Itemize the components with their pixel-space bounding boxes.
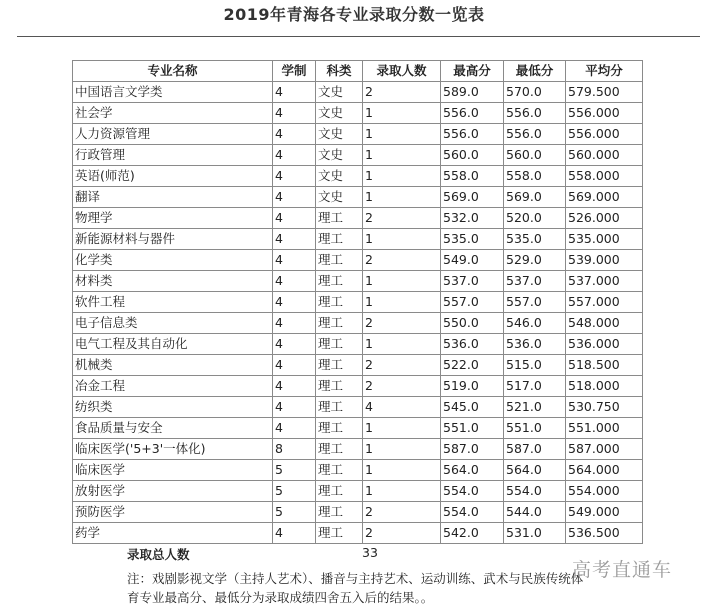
cell-category: 理工 [316,460,363,481]
table-row [73,187,643,208]
cell-duration: 4 [273,187,316,208]
cell-duration: 4 [273,523,316,544]
cell-highest-score: 587.0 [441,439,504,460]
cell-admitted-count: 1 [363,418,441,439]
cell-duration: 4 [273,376,316,397]
cell-category: 理工 [316,523,363,544]
table-row [73,502,643,523]
cell-category: 理工 [316,229,363,250]
watermark-text: 高考直通车 [572,559,673,581]
cell-admitted-count: 1 [363,229,441,250]
cell-highest-score: 519.0 [441,376,504,397]
cell-major: 英语(师范) [73,166,273,187]
cell-admitted-count: 1 [363,334,441,355]
cell-category: 文史 [316,82,363,103]
table-row [73,355,643,376]
cell-duration: 4 [273,208,316,229]
cell-duration: 4 [273,355,316,376]
cell-major: 放射医学 [73,481,273,502]
cell-duration: 4 [273,313,316,334]
header-major: 专业名称 [73,61,273,82]
cell-lowest-score: 536.0 [504,334,566,355]
table-row [73,439,643,460]
cell-average-score: 549.000 [566,502,643,523]
cell-highest-score: 564.0 [441,460,504,481]
cell-category: 理工 [316,439,363,460]
cell-highest-score: 556.0 [441,124,504,145]
cell-duration: 4 [273,166,316,187]
cell-duration: 4 [273,334,316,355]
cell-duration: 4 [273,82,316,103]
cell-highest-score: 532.0 [441,208,504,229]
table-row [73,460,643,481]
table-row [73,313,643,334]
table-header-row [73,61,643,82]
header-lowest-score: 最低分 [504,61,566,82]
cell-highest-score: 569.0 [441,187,504,208]
page-title: 2019年青海各专业录取分数一览表 [223,5,485,24]
cell-duration: 5 [273,502,316,523]
total-admitted-label: 录取总人数 [127,547,190,562]
cell-lowest-score: 564.0 [504,460,566,481]
cell-lowest-score: 515.0 [504,355,566,376]
cell-average-score: 530.750 [566,397,643,418]
cell-admitted-count: 2 [363,502,441,523]
cell-lowest-score: 587.0 [504,439,566,460]
cell-lowest-score: 558.0 [504,166,566,187]
cell-admitted-count: 1 [363,103,441,124]
cell-duration: 4 [273,418,316,439]
cell-average-score: 537.000 [566,271,643,292]
cell-highest-score: 549.0 [441,250,504,271]
cell-duration: 4 [273,250,316,271]
cell-major: 新能源材料与器件 [73,229,273,250]
cell-admitted-count: 1 [363,439,441,460]
cell-admitted-count: 2 [363,313,441,334]
cell-category: 文史 [316,187,363,208]
header-duration: 学制 [273,61,316,82]
table-row [73,145,643,166]
cell-duration: 8 [273,439,316,460]
cell-major: 预防医学 [73,502,273,523]
cell-major: 药学 [73,523,273,544]
cell-highest-score: 536.0 [441,334,504,355]
table-row [73,271,643,292]
cell-duration: 5 [273,460,316,481]
cell-major: 电子信息类 [73,313,273,334]
cell-duration: 5 [273,481,316,502]
cell-category: 理工 [316,208,363,229]
cell-major: 人力资源管理 [73,124,273,145]
cell-lowest-score: 521.0 [504,397,566,418]
cell-average-score: 518.000 [566,376,643,397]
cell-major: 食品质量与安全 [73,418,273,439]
cell-major: 冶金工程 [73,376,273,397]
cell-lowest-score: 520.0 [504,208,566,229]
cell-major: 电气工程及其自动化 [73,334,273,355]
cell-major: 物理学 [73,208,273,229]
cell-duration: 4 [273,229,316,250]
cell-category: 理工 [316,334,363,355]
total-admitted-value: 33 [362,545,378,560]
header-highest-score: 最高分 [441,61,504,82]
cell-duration: 4 [273,124,316,145]
cell-average-score: 554.000 [566,481,643,502]
table-row [73,397,643,418]
cell-category: 文史 [316,166,363,187]
cell-lowest-score: 556.0 [504,124,566,145]
cell-duration: 4 [273,292,316,313]
cell-major: 化学类 [73,250,273,271]
table-row [73,229,643,250]
table-row [73,334,643,355]
cell-admitted-count: 2 [363,355,441,376]
cell-average-score: 558.000 [566,166,643,187]
cell-category: 理工 [316,355,363,376]
table-row [73,82,643,103]
cell-average-score: 557.000 [566,292,643,313]
cell-highest-score: 542.0 [441,523,504,544]
cell-category: 理工 [316,271,363,292]
cell-admitted-count: 1 [363,187,441,208]
cell-category: 理工 [316,376,363,397]
cell-average-score: 551.000 [566,418,643,439]
cell-lowest-score: 557.0 [504,292,566,313]
table-row [73,481,643,502]
cell-average-score: 518.500 [566,355,643,376]
header-admitted-count: 录取人数 [363,61,441,82]
cell-lowest-score: 560.0 [504,145,566,166]
cell-major: 翻译 [73,187,273,208]
cell-category: 文史 [316,124,363,145]
cell-duration: 4 [273,397,316,418]
cell-average-score: 536.000 [566,334,643,355]
cell-category: 理工 [316,250,363,271]
header-category: 科类 [316,61,363,82]
cell-lowest-score: 517.0 [504,376,566,397]
cell-average-score: 535.000 [566,229,643,250]
cell-admitted-count: 2 [363,82,441,103]
table-row [73,292,643,313]
cell-category: 理工 [316,418,363,439]
cell-lowest-score: 535.0 [504,229,566,250]
cell-highest-score: 554.0 [441,502,504,523]
cell-lowest-score: 551.0 [504,418,566,439]
cell-major: 中国语言文学类 [73,82,273,103]
cell-major: 材料类 [73,271,273,292]
cell-average-score: 556.000 [566,103,643,124]
cell-major: 纺织类 [73,397,273,418]
cell-major: 临床医学 [73,460,273,481]
cell-highest-score: 522.0 [441,355,504,376]
cell-lowest-score: 569.0 [504,187,566,208]
cell-highest-score: 560.0 [441,145,504,166]
cell-highest-score: 556.0 [441,103,504,124]
cell-average-score: 560.000 [566,145,643,166]
cell-admitted-count: 1 [363,271,441,292]
table-row [73,376,643,397]
cell-admitted-count: 1 [363,124,441,145]
cell-major: 临床医学('5+3'一体化) [73,439,273,460]
cell-admitted-count: 1 [363,481,441,502]
cell-average-score: 556.000 [566,124,643,145]
cell-duration: 4 [273,103,316,124]
table-row [73,250,643,271]
admission-scores-table [72,60,643,544]
cell-admitted-count: 4 [363,397,441,418]
table-row [73,208,643,229]
table-row [73,523,643,544]
cell-lowest-score: 544.0 [504,502,566,523]
cell-category: 理工 [316,502,363,523]
cell-admitted-count: 2 [363,376,441,397]
cell-admitted-count: 2 [363,250,441,271]
table-row [73,166,643,187]
cell-admitted-count: 1 [363,166,441,187]
cell-average-score: 587.000 [566,439,643,460]
table-row [73,124,643,145]
cell-category: 理工 [316,313,363,334]
cell-lowest-score: 529.0 [504,250,566,271]
cell-category: 理工 [316,397,363,418]
cell-lowest-score: 546.0 [504,313,566,334]
table-row [73,418,643,439]
cell-average-score: 536.500 [566,523,643,544]
cell-duration: 4 [273,271,316,292]
cell-highest-score: 551.0 [441,418,504,439]
cell-highest-score: 545.0 [441,397,504,418]
cell-lowest-score: 570.0 [504,82,566,103]
cell-admitted-count: 1 [363,145,441,166]
cell-category: 文史 [316,145,363,166]
cell-highest-score: 589.0 [441,82,504,103]
cell-average-score: 548.000 [566,313,643,334]
cell-average-score: 569.000 [566,187,643,208]
cell-admitted-count: 1 [363,460,441,481]
header-average-score: 平均分 [566,61,643,82]
cell-lowest-score: 556.0 [504,103,566,124]
cell-highest-score: 557.0 [441,292,504,313]
cell-average-score: 564.000 [566,460,643,481]
cell-lowest-score: 554.0 [504,481,566,502]
cell-major: 社会学 [73,103,273,124]
cell-category: 理工 [316,481,363,502]
cell-admitted-count: 2 [363,208,441,229]
cell-category: 理工 [316,292,363,313]
cell-average-score: 539.000 [566,250,643,271]
cell-average-score: 579.500 [566,82,643,103]
cell-highest-score: 554.0 [441,481,504,502]
cell-admitted-count: 2 [363,523,441,544]
title-divider [17,36,700,37]
table-row [73,103,643,124]
cell-admitted-count: 1 [363,292,441,313]
cell-highest-score: 535.0 [441,229,504,250]
cell-lowest-score: 537.0 [504,271,566,292]
cell-average-score: 526.000 [566,208,643,229]
cell-major: 行政管理 [73,145,273,166]
cell-category: 文史 [316,103,363,124]
cell-highest-score: 550.0 [441,313,504,334]
cell-major: 机械类 [73,355,273,376]
footnote: 注：戏剧影视文学（主持人艺术）、播音与主持艺术、运动训练、武术与民族传统体育专业最高分、最低分为录取成绩四舍五入后的结果。。 [127,571,584,605]
cell-duration: 4 [273,145,316,166]
cell-lowest-score: 531.0 [504,523,566,544]
cell-highest-score: 537.0 [441,271,504,292]
cell-major: 软件工程 [73,292,273,313]
cell-highest-score: 558.0 [441,166,504,187]
